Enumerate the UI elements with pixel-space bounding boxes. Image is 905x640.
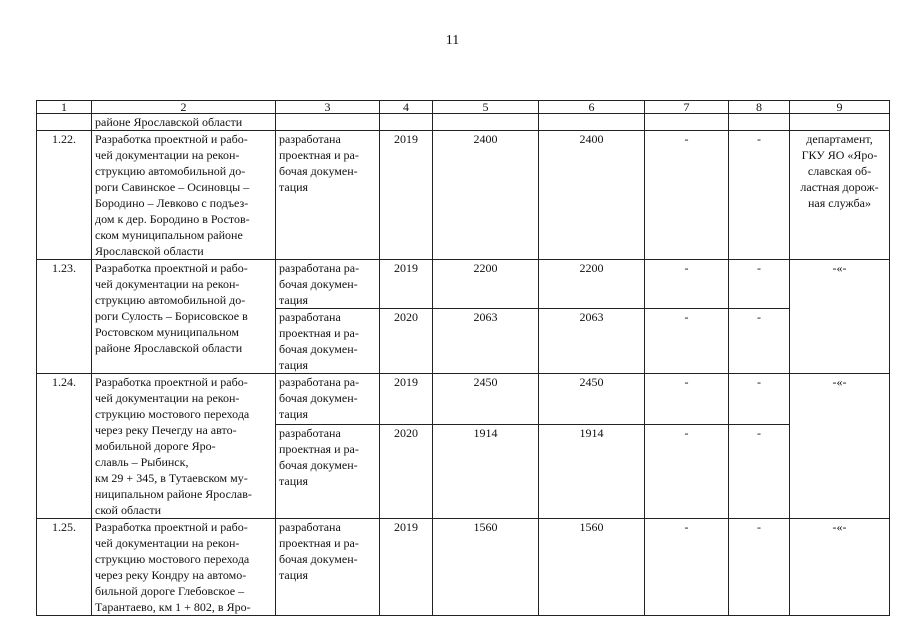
status-line: разработана ра- bbox=[279, 261, 360, 275]
description-line: роги Сулость – Борисовское в bbox=[95, 309, 248, 323]
year-cell: 2019 bbox=[380, 131, 433, 260]
total-cell: 2063 bbox=[433, 309, 539, 374]
description-line: Ярославской области bbox=[95, 244, 204, 258]
description-line: Бородино – Левково с подъез- bbox=[95, 196, 249, 210]
header-cell: 6 bbox=[539, 101, 645, 114]
executor-line: департамент, bbox=[806, 132, 873, 146]
description-line: Разработка проектной и рабо- bbox=[95, 520, 248, 534]
header-cell: 3 bbox=[276, 101, 380, 114]
header-cell: 8 bbox=[729, 101, 790, 114]
status-line: бочая докумен- bbox=[279, 277, 358, 291]
table-row bbox=[37, 260, 890, 309]
col8-cell: - bbox=[729, 519, 790, 616]
description-line: ском муниципальном районе bbox=[95, 228, 243, 242]
status-line: бочая докумен- bbox=[279, 552, 358, 566]
status-line: тация bbox=[279, 407, 309, 421]
executor-cell bbox=[790, 260, 890, 374]
description-line: роги Савинское – Осиновцы – bbox=[95, 180, 250, 194]
status-line: проектная и ра- bbox=[279, 536, 359, 550]
header-cell: 4 bbox=[380, 101, 433, 114]
executor-line: ластная дорож- bbox=[800, 180, 879, 194]
table-header-row bbox=[37, 101, 890, 114]
status-cell bbox=[276, 519, 380, 616]
col7-cell: - bbox=[645, 425, 729, 519]
description-line: через реку Печегду на авто- bbox=[95, 423, 237, 437]
executor-cell bbox=[790, 374, 890, 519]
header-cell: 5 bbox=[433, 101, 539, 114]
year-cell: 2020 bbox=[380, 425, 433, 519]
item-number-cell: 1.23. bbox=[37, 260, 92, 374]
executor-cell bbox=[790, 114, 890, 131]
col8-cell: - bbox=[729, 374, 790, 425]
num-cell bbox=[37, 114, 92, 131]
col7-cell: - bbox=[645, 519, 729, 616]
status-line: тация bbox=[279, 180, 309, 194]
total-cell: 2400 bbox=[433, 131, 539, 260]
year-cell: 2019 bbox=[380, 374, 433, 425]
status-line: бочая докумен- bbox=[279, 164, 358, 178]
description-line: Разработка проектной и рабо- bbox=[95, 375, 248, 389]
description-line: струкцию автомобильной до- bbox=[95, 293, 246, 307]
description-line: струкцию мостового перехода bbox=[95, 407, 250, 421]
description-line: струкцию мостового перехода bbox=[95, 552, 250, 566]
year-cell: 2020 bbox=[380, 309, 433, 374]
status-cell bbox=[276, 114, 380, 131]
year-cell: 2019 bbox=[380, 519, 433, 616]
total-cell: 1914 bbox=[433, 425, 539, 519]
status-cell bbox=[276, 260, 380, 309]
status-line: проектная и ра- bbox=[279, 442, 359, 457]
description-line: чей документации на рекон- bbox=[95, 277, 240, 291]
document-table bbox=[36, 100, 890, 616]
header-cell: 1 bbox=[37, 101, 92, 114]
description-line: чей документации на рекон- bbox=[95, 536, 240, 550]
status-line: разработана bbox=[279, 520, 341, 534]
executor-cell bbox=[790, 519, 890, 616]
regional-cell: 2400 bbox=[539, 131, 645, 260]
description-cell bbox=[92, 260, 276, 374]
description-line: районе Ярославской области bbox=[95, 341, 243, 355]
status-line: тация bbox=[279, 474, 309, 489]
status-cell bbox=[276, 309, 380, 374]
status-line: разработана ра- bbox=[279, 375, 360, 389]
description-line: славль – Рыбинск, bbox=[95, 455, 189, 469]
description-line: чей документации на рекон- bbox=[95, 148, 240, 162]
executor-line: -«- bbox=[832, 261, 847, 275]
executor-cell bbox=[790, 131, 890, 260]
description-line: струкцию автомобильной до- bbox=[95, 164, 246, 178]
item-number-cell: 1.24. bbox=[37, 374, 92, 519]
description-line: ниципальном районе Ярослав- bbox=[95, 487, 252, 501]
status-line: бочая докумен- bbox=[279, 391, 358, 405]
table-row bbox=[37, 519, 890, 616]
executor-line: ГКУ ЯО «Яро- bbox=[801, 148, 878, 162]
description-line: мобильной дороге Яро- bbox=[95, 439, 216, 453]
total-cell: 1560 bbox=[433, 519, 539, 616]
regional-cell bbox=[539, 114, 645, 131]
item-number-cell: 1.22. bbox=[37, 131, 92, 260]
col7-cell: - bbox=[645, 260, 729, 309]
continuation-row bbox=[37, 114, 890, 131]
status-line: тация bbox=[279, 568, 309, 582]
year-cell: 2019 bbox=[380, 260, 433, 309]
description-line: Тарантаево, км 1 + 802, в Яро- bbox=[95, 600, 251, 614]
status-line: тация bbox=[279, 293, 309, 307]
total-cell: 2200 bbox=[433, 260, 539, 309]
description-line: ской области bbox=[95, 503, 162, 517]
regional-cell: 2063 bbox=[539, 309, 645, 374]
col8-cell bbox=[729, 114, 790, 131]
description-cell bbox=[92, 131, 276, 260]
header-cell: 7 bbox=[645, 101, 729, 114]
regional-cell: 1914 bbox=[539, 425, 645, 519]
header-cell: 9 bbox=[790, 101, 890, 114]
total-cell: 2450 bbox=[433, 374, 539, 425]
executor-line: ная служба» bbox=[808, 196, 871, 210]
col7-cell: - bbox=[645, 309, 729, 374]
description-line: чей документации на рекон- bbox=[95, 391, 240, 405]
col8-cell: - bbox=[729, 309, 790, 374]
status-line: бочая докумен- bbox=[279, 458, 358, 473]
status-line: бочая докумен- bbox=[279, 342, 358, 356]
description-line: Разработка проектной и рабо- bbox=[95, 261, 248, 275]
status-line: проектная и ра- bbox=[279, 148, 359, 162]
status-cell bbox=[276, 425, 380, 519]
col8-cell: - bbox=[729, 131, 790, 260]
status-line: проектная и ра- bbox=[279, 326, 359, 340]
col8-cell: - bbox=[729, 425, 790, 519]
description-line: км 29 + 345, в Тутаевском му- bbox=[95, 471, 248, 485]
col7-cell: - bbox=[645, 374, 729, 425]
regional-cell: 1560 bbox=[539, 519, 645, 616]
executor-line: славская об- bbox=[807, 164, 872, 178]
description-line: через реку Кондру на автомо- bbox=[95, 568, 247, 582]
status-line: разработана bbox=[279, 426, 341, 441]
total-cell bbox=[433, 114, 539, 131]
description-cell bbox=[92, 519, 276, 616]
table-row bbox=[37, 131, 890, 260]
description-cell bbox=[92, 374, 276, 519]
description-line: дом к дер. Бородино в Ростов- bbox=[95, 212, 250, 226]
col7-cell: - bbox=[645, 131, 729, 260]
col8-cell: - bbox=[729, 260, 790, 309]
item-number-cell: 1.25. bbox=[37, 519, 92, 616]
status-line: тация bbox=[279, 358, 309, 372]
executor-line: -«- bbox=[832, 520, 847, 534]
table-row bbox=[37, 374, 890, 425]
status-cell bbox=[276, 131, 380, 260]
regional-cell: 2200 bbox=[539, 260, 645, 309]
page-number: 11 bbox=[445, 33, 460, 48]
year-cell bbox=[380, 114, 433, 131]
description-line: Разработка проектной и рабо- bbox=[95, 132, 248, 146]
description-cell: районе Ярославской области bbox=[92, 114, 276, 131]
executor-line: -«- bbox=[832, 375, 847, 389]
regional-cell: 2450 bbox=[539, 374, 645, 425]
header-cell: 2 bbox=[92, 101, 276, 114]
status-line: разработана bbox=[279, 310, 341, 324]
col7-cell bbox=[645, 114, 729, 131]
status-line: разработана bbox=[279, 132, 341, 146]
description-line: Ростовском муниципальном bbox=[95, 325, 239, 339]
description-line: бильной дороге Глебовское – bbox=[95, 584, 245, 598]
status-cell bbox=[276, 374, 380, 425]
